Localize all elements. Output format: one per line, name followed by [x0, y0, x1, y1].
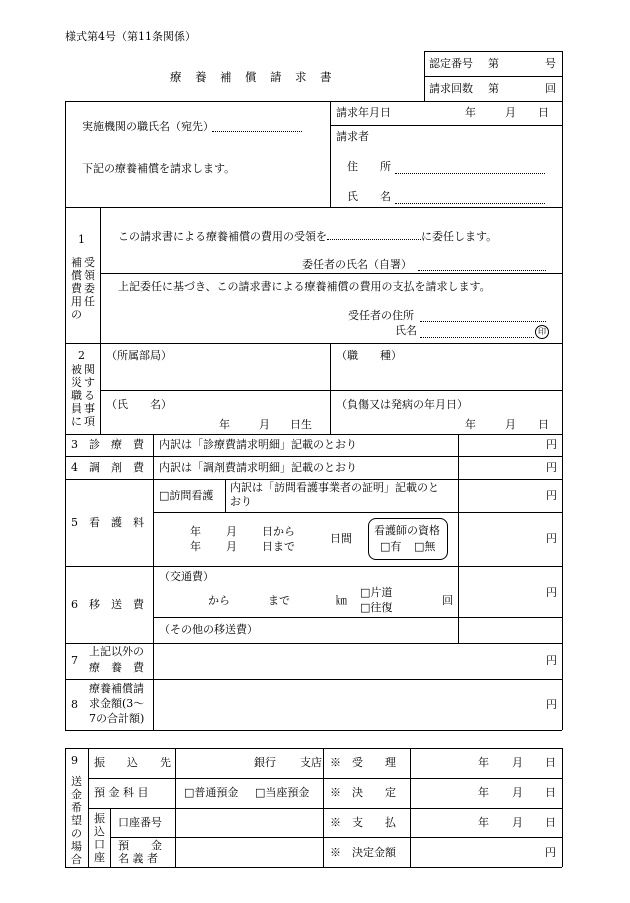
current-deposit-checkbox[interactable]: □当座預金	[255, 786, 310, 799]
claim-count-label: 請求回数	[429, 82, 473, 95]
bank-label: 銀行	[254, 756, 276, 769]
transport-label: （交通費）	[159, 570, 214, 583]
sec8-number: 8	[71, 698, 78, 711]
other-transport-label: （その他の移送費）	[159, 623, 258, 636]
sec2-number: 2	[78, 349, 85, 362]
injured-name-label: （氏 名）	[106, 398, 172, 411]
claimant-label: 請求者	[336, 130, 369, 143]
delegatee-address-label: 受任者の住所	[348, 309, 414, 322]
delegate-text: この請求書による療養補償の費用の受領を に委任します。	[118, 230, 498, 243]
transfer-account-label: 振 込 口 座	[94, 812, 105, 864]
sec4-number: 4	[71, 461, 78, 474]
transport-from: から	[208, 594, 230, 607]
form-number: 様式第4号（第11条関係）	[65, 30, 196, 43]
request-text: 下記の療養補償を請求します。	[82, 162, 236, 175]
sec1-number: 1	[78, 233, 85, 246]
qualification-no-checkbox[interactable]: □無	[414, 540, 436, 553]
sec7-label-line1: 上記以外の	[89, 645, 144, 658]
sec5-number: 5	[71, 516, 78, 529]
sec4-label: 調 剤 費	[89, 461, 144, 474]
sec7-number: 7	[71, 654, 78, 667]
paid-label: ※ 支 払	[330, 816, 396, 829]
sec3-label: 診 療 費	[89, 438, 144, 451]
sec8-label-line1: 療養補償請	[89, 682, 144, 695]
sec1-label: 受 領 委 任 補 償 費 用 の	[71, 256, 95, 321]
sec8-label-line3: 7の合計額)	[89, 712, 145, 725]
branch-label: 支店	[300, 756, 322, 769]
transport-to: まで	[268, 594, 290, 607]
visit-nursing-checkbox[interactable]: □訪問看護	[159, 489, 214, 502]
nurse-qualification-title: 看護師の資格	[374, 524, 440, 537]
ordinary-deposit-checkbox[interactable]: □普通預金	[184, 786, 239, 799]
sec9-number: 9	[71, 754, 78, 767]
sec3-detail: 内訳は「診療費請求明細」記載のとおり	[159, 438, 357, 451]
injury-date-label: （負傷又は発病の年月日）	[336, 398, 468, 411]
claim-text: 上記委任に基づき、この請求書による療養補償の費用の支払を請求します。	[118, 280, 491, 293]
claimant-name-label: 氏 名	[347, 190, 391, 203]
seal-mark: 印	[535, 325, 549, 339]
qualification-yes-checkbox[interactable]: □有	[380, 540, 402, 553]
birth-date-label: 日生	[290, 418, 312, 431]
visit-detail-line2: おり	[230, 495, 252, 508]
nursing-days: 日間	[330, 532, 352, 545]
nursing-from: 日から	[262, 525, 295, 538]
dept-label: （所属部局）	[106, 349, 172, 362]
visit-detail-line1: 内訳は「訪問看護事業者の証明」記載のと	[230, 481, 439, 494]
sec5-label: 看 護 料	[89, 516, 144, 529]
account-number-label: 口座番号	[118, 816, 162, 829]
account-type-label: 預 金 科 目	[94, 786, 149, 799]
account-holder-line1: 預 金	[118, 839, 162, 852]
delegator-name-label: 委任者の氏名（自署）	[302, 258, 412, 271]
transport-km: ㎞	[336, 594, 347, 607]
sec4-detail: 内訳は「調剤費請求明細」記載のとおり	[159, 461, 357, 474]
sec2-label: 関 す る 事 項 被 災 職 員 に	[71, 363, 95, 428]
form-title: 療 養 補 償 請 求 書	[170, 70, 333, 84]
transfer-dest-label: 振 込 先	[94, 756, 171, 769]
sec3-number: 3	[71, 438, 78, 451]
roundtrip-checkbox[interactable]: □往復	[360, 601, 393, 614]
sec8-label-line2: 求金額(3～	[89, 697, 145, 710]
decided-amount-label: ※ 決定金額	[330, 846, 396, 859]
account-holder-line2: 名 義 者	[118, 852, 158, 865]
sec6-number: 6	[71, 598, 78, 611]
cert-number-label: 認定番号	[429, 57, 473, 70]
decided-label: ※ 決 定	[330, 786, 396, 799]
claimant-address-label: 住 所	[347, 160, 391, 173]
sec7-label-line2: 療 養 費	[89, 661, 144, 674]
oneway-checkbox[interactable]: □片道	[360, 586, 393, 599]
received-label: ※ 受 理	[330, 756, 396, 769]
nursing-to: 日まで	[262, 540, 295, 553]
addressee-label: 実施機関の職氏名（宛先）	[82, 120, 214, 133]
sec9-label: 送 金 希 望 の 場 合	[71, 775, 82, 866]
claim-date-label: 請求年月日	[336, 106, 391, 119]
job-label: （職 種）	[336, 349, 402, 362]
sec6-label: 移 送 費	[89, 598, 144, 611]
delegatee-name-label: 氏名	[395, 324, 417, 337]
transport-times: 回	[442, 594, 453, 607]
